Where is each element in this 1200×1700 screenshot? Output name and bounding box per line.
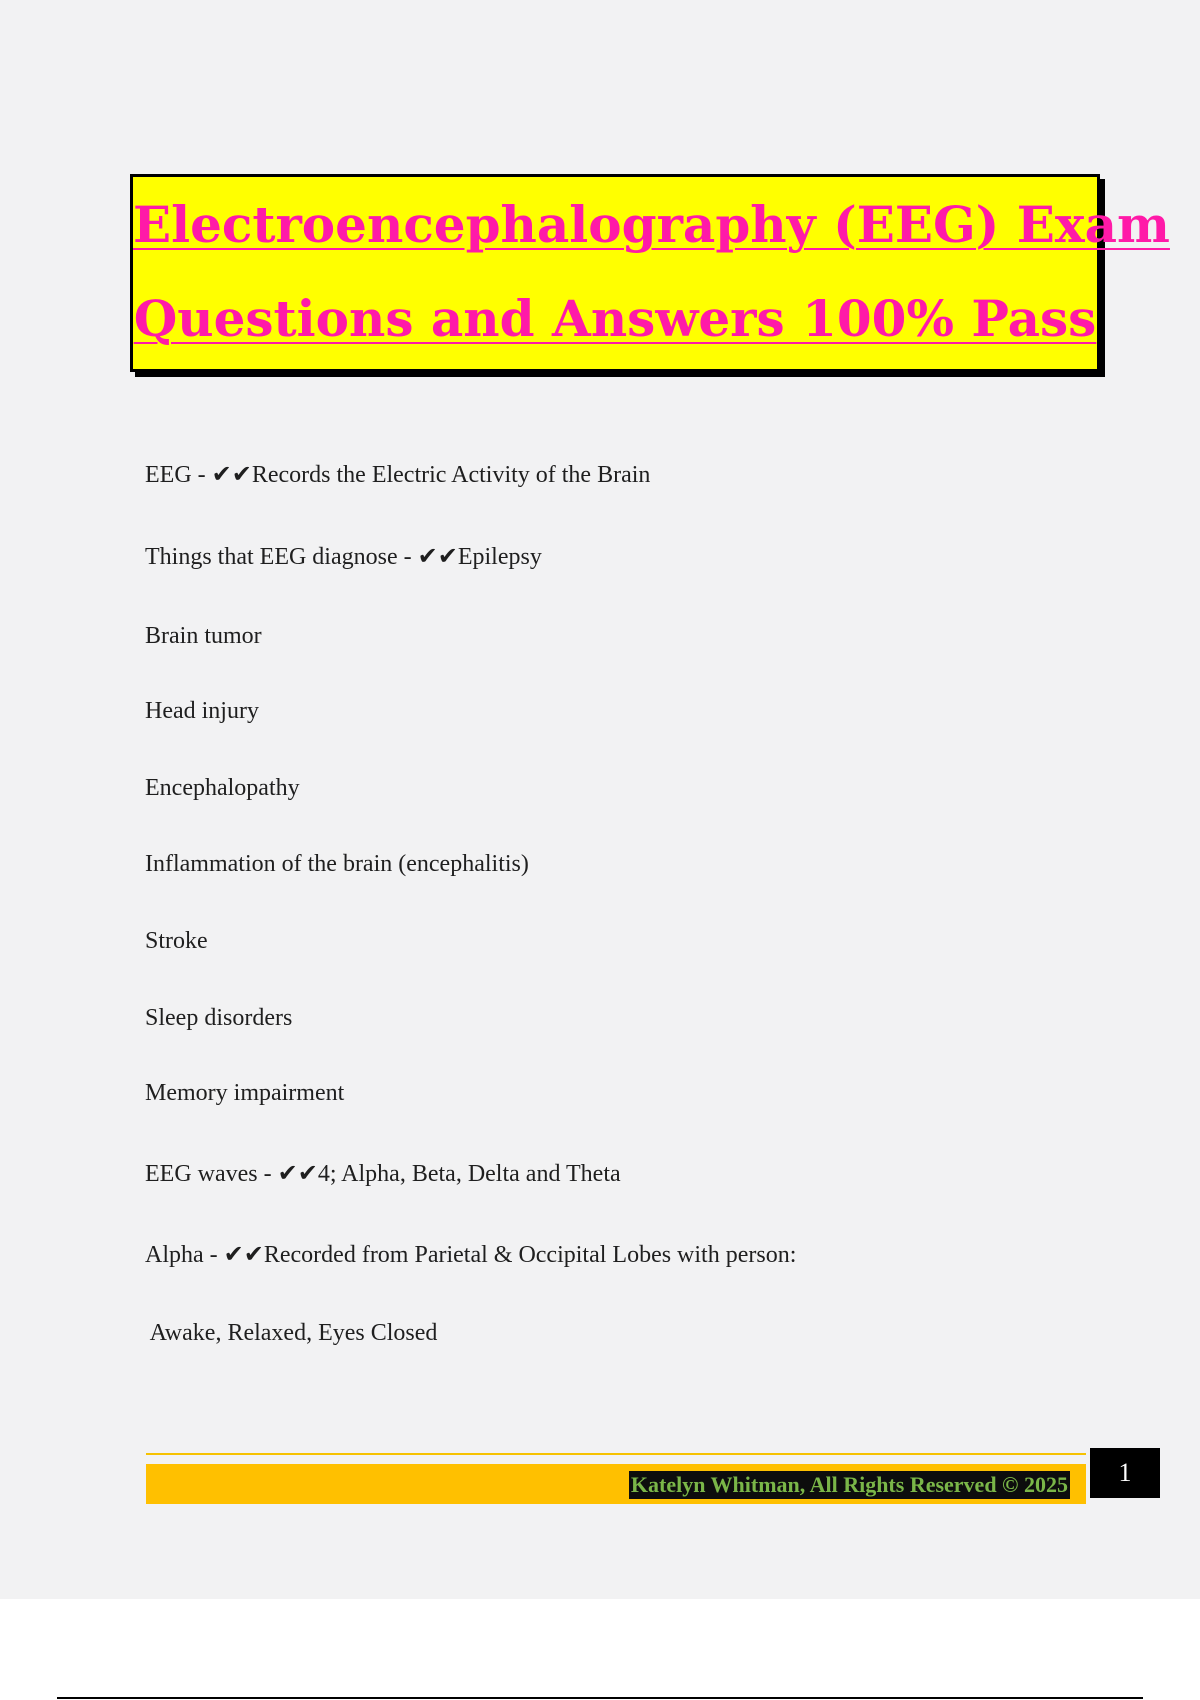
page-number: 1 — [1090, 1448, 1160, 1498]
title-line-1: Electroencephalography (EEG) Exam — [133, 195, 1170, 254]
list-item-brain-tumor: Brain tumor — [145, 623, 262, 649]
list-item-encephalopathy: Encephalopathy — [145, 775, 300, 801]
list-item-head-injury: Head injury — [145, 698, 259, 724]
list-item-memory-impairment: Memory impairment — [145, 1080, 345, 1106]
next-page-top-rule — [57, 1697, 1143, 1699]
qa-line-alpha: Alpha - ✔✔Recorded from Parietal & Occipital Lobes with person: — [145, 1242, 797, 1268]
qa-line-eeg-waves: EEG waves - ✔✔4; Alpha, Beta, Delta and Theta — [145, 1161, 621, 1187]
footer-rule — [146, 1453, 1086, 1455]
list-item-stroke: Stroke — [145, 928, 208, 954]
title-box — [130, 174, 1170, 372]
list-item-sleep-disorders: Sleep disorders — [145, 1005, 293, 1031]
footer-copyright: Katelyn Whitman, All Rights Reserved © 2025 — [630, 1472, 1068, 1497]
footer-bar — [146, 1464, 1086, 1504]
list-item-encephalitis: Inflammation of the brain (encephalitis) — [145, 851, 529, 877]
qa-line-things-eeg-diagnose: Things that EEG diagnose - ✔✔Epilepsy — [145, 544, 542, 570]
qa-line-alpha-continued: Awake, Relaxed, Eyes Closed — [145, 1320, 438, 1346]
title-line-2: Questions and Answers 100% Pass — [133, 289, 1097, 348]
qa-line-eeg: EEG - ✔✔Records the Electric Activity of the Brain — [145, 462, 651, 488]
